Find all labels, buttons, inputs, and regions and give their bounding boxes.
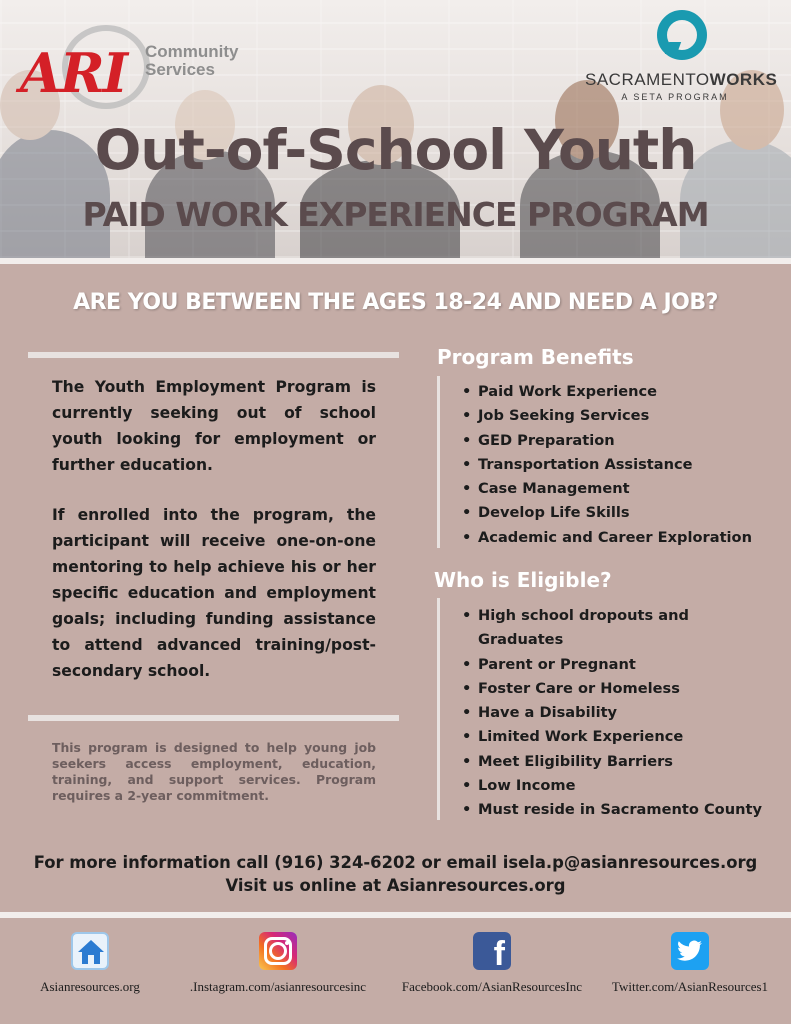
left-top-bar (28, 352, 399, 358)
list-item (460, 604, 762, 653)
list-item-line: High school dropouts and (478, 607, 689, 624)
list-item: • Job Seeking Services (460, 404, 752, 428)
list-item: • Foster Care or Homeless (460, 677, 762, 701)
sacramento-works-title (585, 70, 778, 90)
instagram-icon[interactable] (259, 932, 297, 970)
intro-paragraph: The Youth Employment Program is currently seeking out of school youth looking for employment or further education. (52, 378, 376, 474)
list-item: • Develop Life Skills (460, 501, 752, 525)
eligible-heading: Who is Eligible? (434, 568, 612, 592)
sw-brand-bold: WORKS (709, 70, 778, 89)
footer-facebook-label[interactable]: Facebook.com/AsianResourcesInc (401, 979, 583, 994)
left-middle-bar (28, 715, 399, 721)
sacramento-works-tagline: A SETA PROGRAM (621, 92, 729, 102)
header-divider (0, 258, 791, 264)
list-item: • Have a Disability (460, 701, 762, 725)
header-banner (0, 0, 791, 258)
list-item: • Low Income (460, 774, 762, 798)
home-icon[interactable] (71, 932, 109, 970)
footer-twitter-label[interactable]: Twitter.com/AsianResources1 (611, 979, 769, 994)
list-item: • Transportation Assistance (460, 453, 752, 477)
footer-instagram[interactable] (180, 932, 376, 995)
list-item: • Parent or Pregnant (460, 653, 762, 677)
facebook-icon[interactable]: f (473, 932, 511, 970)
website-line: Visit us online at Asianresources.org (225, 876, 566, 895)
list-item: • Must reside in Sacramento County (460, 798, 762, 822)
page-subtitle: PAID WORK EXPERIENCE PROGRAM (82, 195, 709, 234)
benefits-heading: Program Benefits (437, 345, 634, 369)
footer-twitter[interactable] (600, 932, 780, 995)
list-item: • GED Preparation (460, 429, 752, 453)
benefits-side-line (437, 376, 440, 548)
sw-brand-light: SACRAMENTO (585, 70, 710, 89)
ari-logo (20, 25, 240, 115)
program-note: This program is designed to help young job seekers access employment, education, training, and support services. Program requires a 2-year commitment. (52, 740, 376, 803)
list-item: • Limited Work Experience (460, 725, 762, 749)
contact-line: For more information call (916) 324-6202 or email isela.p@asianresources.org (33, 853, 758, 872)
footer-instagram-label[interactable]: .Instagram.com/asianresourcesinc (189, 979, 367, 994)
footer-website[interactable] (30, 932, 150, 995)
eligible-list (460, 604, 762, 823)
list-item-continuation: Graduates (478, 631, 564, 649)
sacramento-works-logo (585, 10, 778, 105)
benefits-list (460, 380, 752, 550)
page-title: Out-of-School Youth (94, 118, 697, 182)
footer-website-label[interactable]: Asianresources.org (40, 979, 140, 994)
footer-facebook[interactable] (394, 932, 590, 995)
ari-logo-text: ARI (20, 41, 127, 105)
sacramento-works-mark (657, 10, 707, 60)
age-question-heading: ARE YOU BETWEEN THE AGES 18-24 AND NEED A JOB? (73, 290, 718, 315)
enrollment-paragraph: If enrolled into the program, the participant will receive one-on-one mentoring to help achieve his or her specific education and employment goals; including funding assistance to attend advanced training/post-secondary school. (52, 506, 376, 680)
footer-divider (0, 912, 791, 918)
twitter-icon[interactable] (671, 932, 709, 970)
list-item: • Academic and Career Exploration (460, 526, 752, 550)
list-item: • Meet Eligibility Barriers (460, 750, 762, 774)
ari-community-services: Community Services (145, 42, 239, 79)
list-item: • Paid Work Experience (460, 380, 752, 404)
eligible-side-line (437, 598, 440, 820)
list-item: • Case Management (460, 477, 752, 501)
